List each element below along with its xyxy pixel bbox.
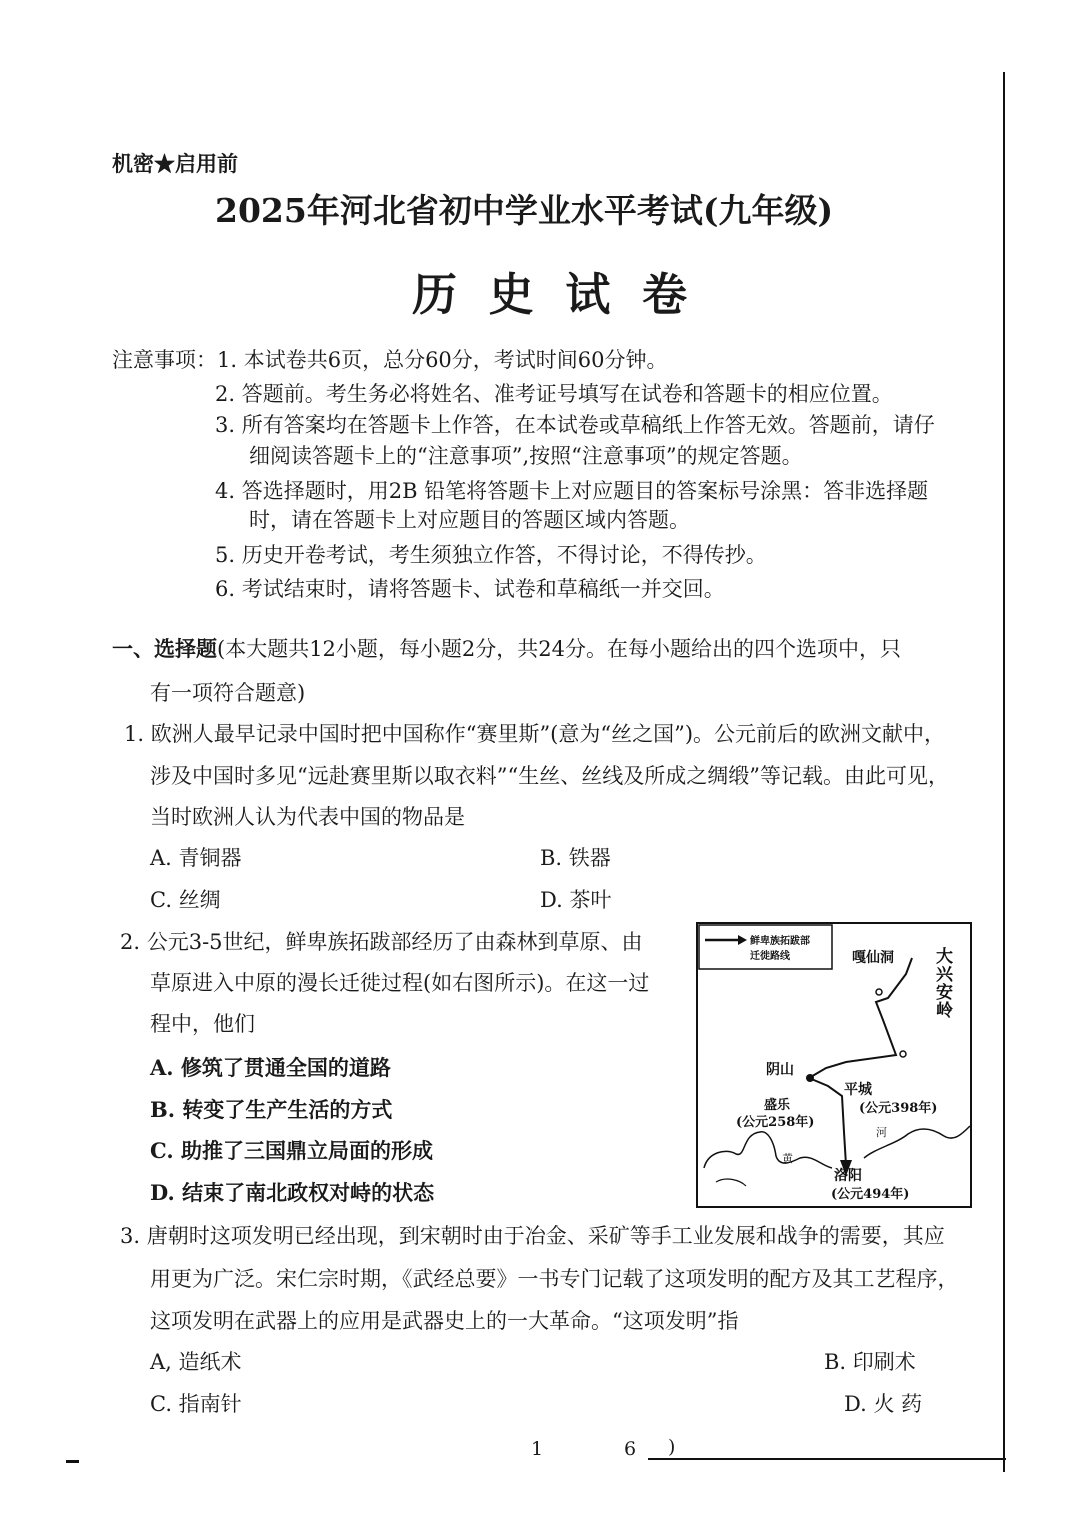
footer-paren: ) — [668, 1436, 676, 1458]
question-line: 涉及中国时多见“远赴赛里斯以取衣料”“生丝、丝线及所成之绸缎”等记载。由此可见， — [150, 764, 949, 788]
pingcheng-label: 平城 — [844, 1082, 872, 1098]
option-b: B. 印刷术 — [824, 1350, 916, 1374]
option-a: A, 造纸术 — [150, 1350, 242, 1374]
right-border-line — [1003, 72, 1005, 1472]
note-item: 4. 答选择题时，用2B 铅笔将答题卡上对应题目的答案标号涂黑：答非选择题 — [215, 479, 929, 503]
migration-map — [696, 922, 972, 1208]
exam-title: 2025年河北省初中学业水平考试(九年级) — [215, 191, 834, 230]
option-b: B. 铁器 — [540, 846, 611, 870]
pingcheng-year: (公元398年) — [859, 1101, 938, 1116]
bottom-border-line — [648, 1458, 1006, 1460]
option-b: B. 转变了生产生活的方式 — [150, 1097, 393, 1122]
section-desc: (本大题共12小题，每小题2分，共24分。在每小题给出的四个选项中，只 — [217, 637, 901, 661]
luoyang-label: 洛阳 — [834, 1168, 862, 1184]
river-label: 黄 — [782, 1152, 793, 1165]
option-d: D. 茶叶 — [540, 888, 612, 912]
mountain-label: 岭 — [936, 1001, 953, 1021]
note-item: 细阅读答题卡上的“注意事项”,按照“注意事项”的规定答题。 — [249, 444, 803, 468]
option-a: A. 修筑了贯通全国的道路 — [150, 1055, 391, 1080]
luoyang-year: (公元494年) — [831, 1187, 910, 1202]
page-number: 1 — [531, 1438, 544, 1460]
mountain-label: 兴 — [936, 965, 953, 985]
option-c: C. 丝绸 — [150, 888, 221, 912]
note-item: 5. 历史开卷考试，考生须独立作答，不得讨论，不得传抄。 — [215, 543, 767, 567]
note-item: 6. 考试结束时，请将答题卡、试卷和草稿纸一并交回。 — [215, 577, 725, 601]
cave-label: 嘎仙洞 — [852, 950, 894, 966]
option-a: A. 青铜器 — [150, 846, 242, 870]
notes-label: 注意事项： — [112, 348, 217, 372]
legend-text: 鲜卑族拓跋部 — [750, 936, 810, 947]
yinshan-label: 阴山 — [766, 1062, 794, 1078]
shengle-dot — [806, 1074, 814, 1082]
question-line: 1. 欧洲人最早记录中国时把中国称作“赛里斯”(意为“丝之国”)。公元前后的欧洲文献中， — [124, 722, 946, 746]
note-item: 2. 答题前。考生务必将姓名、准考证号填写在试卷和答题卡的相应位置。 — [215, 382, 893, 406]
option-c: C. 助推了三国鼎立局面的形成 — [150, 1138, 433, 1163]
secret-mark: 机密★启用前 — [112, 151, 238, 176]
mountain-label: 大 — [936, 947, 953, 967]
question-line: 当时欧洲人认为代表中国的物品是 — [150, 805, 465, 829]
section-heading: 一、选择题 — [112, 636, 217, 661]
subject-title: 历 史 试 卷 — [412, 268, 695, 321]
mountain-label: 安 — [936, 983, 953, 1003]
question-line: 2. 公元3-5世纪，鲜卑族拓跋部经历了由森林到草原、由 — [120, 930, 643, 954]
shengle-label: 盛乐 — [764, 1098, 791, 1113]
river-label: 河 — [876, 1126, 887, 1139]
option-d: D. 结束了南北政权对峙的状态 — [150, 1180, 435, 1205]
note-item: 3. 所有答案均在答题卡上作答，在本试卷或草稿纸上作答无效。答题前，请仔 — [215, 413, 935, 437]
question-line: 3. 唐朝时这项发明已经出现，到宋朝时由于冶金、采矿等手工业发展和战争的需要，其应 — [120, 1224, 945, 1248]
question-line: 程中，他们 — [150, 1012, 255, 1036]
question-line: 这项发明在武器上的应用是武器史上的一大革命。“这项发明”指 — [150, 1309, 739, 1333]
note-item: 1. 本试卷共6页，总分60分，考试时间60分钟。 — [217, 348, 668, 372]
page-total: 6 — [624, 1438, 637, 1460]
corner-mark — [66, 1460, 79, 1463]
route-node — [876, 989, 882, 995]
map-legend-box — [699, 925, 832, 969]
question-line: 草原进入中原的漫长迁徙过程(如右图所示)。在这一过 — [150, 971, 650, 995]
note-item: 时，请在答题卡上对应题目的答题区域内答题。 — [249, 508, 690, 532]
route-node — [900, 1051, 906, 1057]
option-c: C. 指南针 — [150, 1392, 242, 1416]
question-line: 用更为广泛。宋仁宗时期，《武经总要》一书专门记载了这项发明的配方及其工艺程序， — [150, 1267, 959, 1291]
legend-text: 迁徙路线 — [750, 951, 790, 962]
section-desc-cont: 有一项符合题意) — [150, 681, 306, 705]
option-d: D. 火 药 — [844, 1392, 923, 1416]
shengle-year: (公元258年) — [736, 1115, 815, 1130]
section-heading-line — [112, 633, 901, 663]
